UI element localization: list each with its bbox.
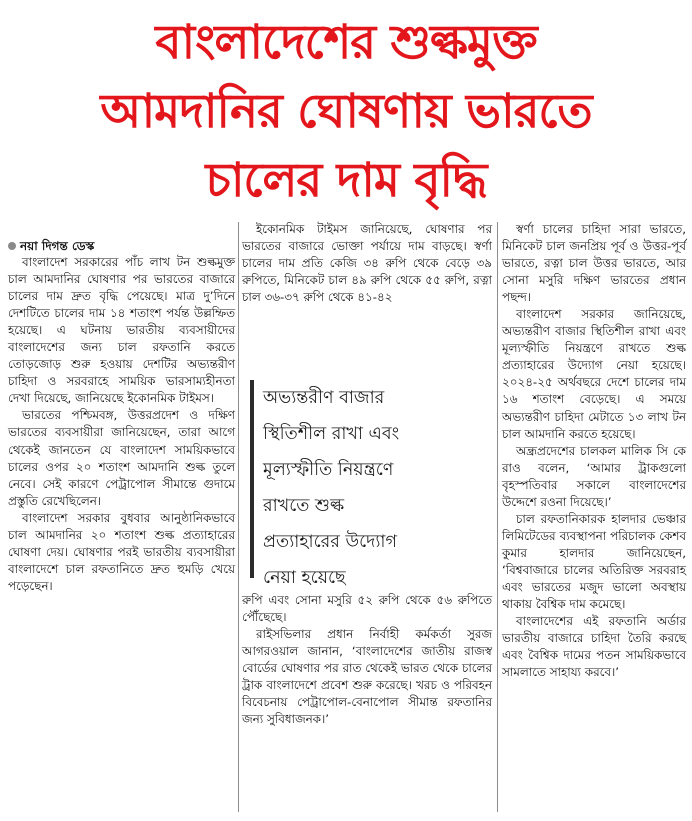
paragraph: ইকোনমিক টাইমস জানিয়েছে, ঘোষণার পর ভারতের বাজারে ভোক্তা পর্যায়ে দাম বাড়ছে। স্বর্ণা চালের দাম প্রতি কেজি ৩৪ রুপি থেকে বেড়ে ৩৯ রুপিতে, মিনিকেট চাল ৪৯ রুপি থেকে ৫৫ রুপি, রত্না চাল ৩৬-৩৭ রুপি থেকে ৪১-৪২ xyxy=(242,222,492,305)
article-column-2 xyxy=(242,221,492,306)
pull-quote-line: নেয়া হয়েছে xyxy=(263,568,346,588)
paragraph: বাংলাদেশ সরকার বুধবার আনুষ্ঠানিকভাবে চাল আমদানির ২০ শতাংশ শুল্ক প্রত্যাহারের ঘোষণা দেয়। ঘোষণার পরই ভারতীয় ব্যবসায়ীরা বাংলাদেশে চাল রফতানিতে দ্রুত হুমড়ি খেয়ে পড়েছেন। xyxy=(8,510,235,593)
paragraph: স্বর্ণা চালের চাহিদা সারা ভারতে, মিনিকেট চাল জনপ্রিয় পূর্ব ও উত্তর-পূর্ব ভারতে, রত্না চাল উত্তর ভারতে, আর সোনা মসুরি দক্ষিণ ভারতের প্রধান পছন্দ। xyxy=(502,222,686,305)
byline-text: নয়া দিগন্ত ডেস্ক xyxy=(20,239,95,253)
headline-line-1: বাংলাদেশের শুল্কমুক্ত xyxy=(155,15,537,70)
article-column-2-continued xyxy=(242,592,492,728)
paragraph: চাল রফতানিকারক হালদার ভেঞ্চার লিমিটেডের ব্যবস্থাপনা পরিচালক কেশব কুমার হালদার জানিয়েছেন, ‘বিশ্ববাজারে চালের অতিরিক্ত সরবরাহ এবং ভারতের মজুদ ভালো অবস্থায় থাকায় বৈশ্বিক দাম কমেছে। xyxy=(502,511,686,612)
paragraph: রুপি এবং সোনা মসুরি ৫২ রুপি থেকে ৫৬ রুপিতে পৌঁছেছে। xyxy=(242,593,492,625)
pull-quote-line: স্থিতিশীল রাখা এবং xyxy=(263,424,400,444)
paragraph: ভারতের পশ্চিমবঙ্গ, উত্তরপ্রদেশ ও দক্ষিণ ভারতের ব্যবসায়ীরা জানিয়েছেন, তারা আগে থেকেই জানতেন যে বাংলাদেশ সাময়িকভাবে চালের ওপর ২০ শতাংশ আমদানি শুল্ক তুলে নেবে। সেই কারণে পেট্রাপোল সীমান্তে গুদামে প্রস্তুতি রেখেছিলেন। xyxy=(8,408,235,508)
paragraph: বাংলাদেশ সরকার জানিয়েছে, অভ্যন্তরীণ বাজার স্থিতিশীল রাখা এবং মূল্যস্ফীতি নিয়ন্ত্রণে রাখতে শুল্ক প্রত্যাহারের উদ্যোগ নেয়া হয়েছে। ২০২৪-২৫ অর্থবছরে দেশে চালের দাম ১৬ শতাংশ বেড়েছে। এ সময়ে অভ্যন্তরীণ চাহিদা মেটাতে ১৩ লাখ টন চাল আমদানি করতে হয়েছে। xyxy=(502,307,686,441)
headline-line-3: চালের দাম বৃদ্ধি xyxy=(205,153,487,208)
byline xyxy=(8,238,235,254)
article-column-3 xyxy=(502,221,686,681)
pull-quote-line: অভ্যন্তরীণ বাজার xyxy=(263,388,385,408)
headline xyxy=(0,8,692,215)
column-divider xyxy=(497,222,498,812)
paragraph: বাংলাদেশের এই রফতানি অর্ডার ভারতীয় বাজারে চাহিদা তৈরি করছে এবং বৈশ্বিক দামের পতন সাময়িকভাবে সামলাতে সাহায্য করবে।’ xyxy=(502,614,686,680)
pull-quote-line: রাখতে শুল্ক xyxy=(263,496,345,516)
pull-quote xyxy=(250,380,460,588)
pull-quote-line: প্রত্যাহারের উদ্যোগ xyxy=(263,532,397,552)
column-divider xyxy=(238,222,239,812)
paragraph: অন্ধ্রপ্রদেশের চালকল মালিক সি কে রাও বলেন, ‘আমার ট্রাকগুলো বৃহস্পতিবার সকালে বাংলাদেশের উদ্দেশে রওনা দিয়েছে।’ xyxy=(502,443,686,509)
headline-line-2: আমদানির ঘোষণায় ভারতে xyxy=(100,84,592,139)
pull-quote-line: মূল্যস্ফীতি নিয়ন্ত্রণে xyxy=(263,460,394,480)
article-column-1 xyxy=(8,238,235,595)
paragraph: রাইসভিলার প্রধান নির্বাহী কর্মকর্তা সুরজ আগরওয়াল জানান, ‘বাংলাদেশের জাতীয় রাজস্ব বোর্ডের ঘোষণার পর রাত থেকেই ভারত থেকে চালের ট্রাক বাংলাদেশে প্রবেশ শুরু করেছে। খরচ ও পরিবহন বিবেচনায় পেট্রাপোল-বেনাপোল সীমান্ত রফতানির জন্য সুবিধাজনক।’ xyxy=(242,627,492,727)
paragraph: বাংলাদেশ সরকারের পাঁচ লাখ টন শুল্কমুক্ত চাল আমদানির ঘোষণার পর ভারতের বাজারে চালের দাম দ্রুত বৃদ্ধি পেয়েছে। মাত্র দু’দিনে দেশটিতে চালের দাম ১৪ শতাংশ পর্যন্ত উল্লম্ফিত হয়েছে। এ ঘটনায় ভারতীয় ব্যবসায়ীদের বাংলাদেশের জন্য চাল রফতানি করতে তোড়জোড় শুরু হওয়ায় দেশটির অভ্যন্তরীণ চাহিদা ও সরবরাহে সাময়িক ভারসাম্যহীনতা দেখা দিয়েছে, জানিয়েছে ইকোনমিক টাইমস। xyxy=(8,255,235,406)
bullet-icon xyxy=(8,242,16,250)
